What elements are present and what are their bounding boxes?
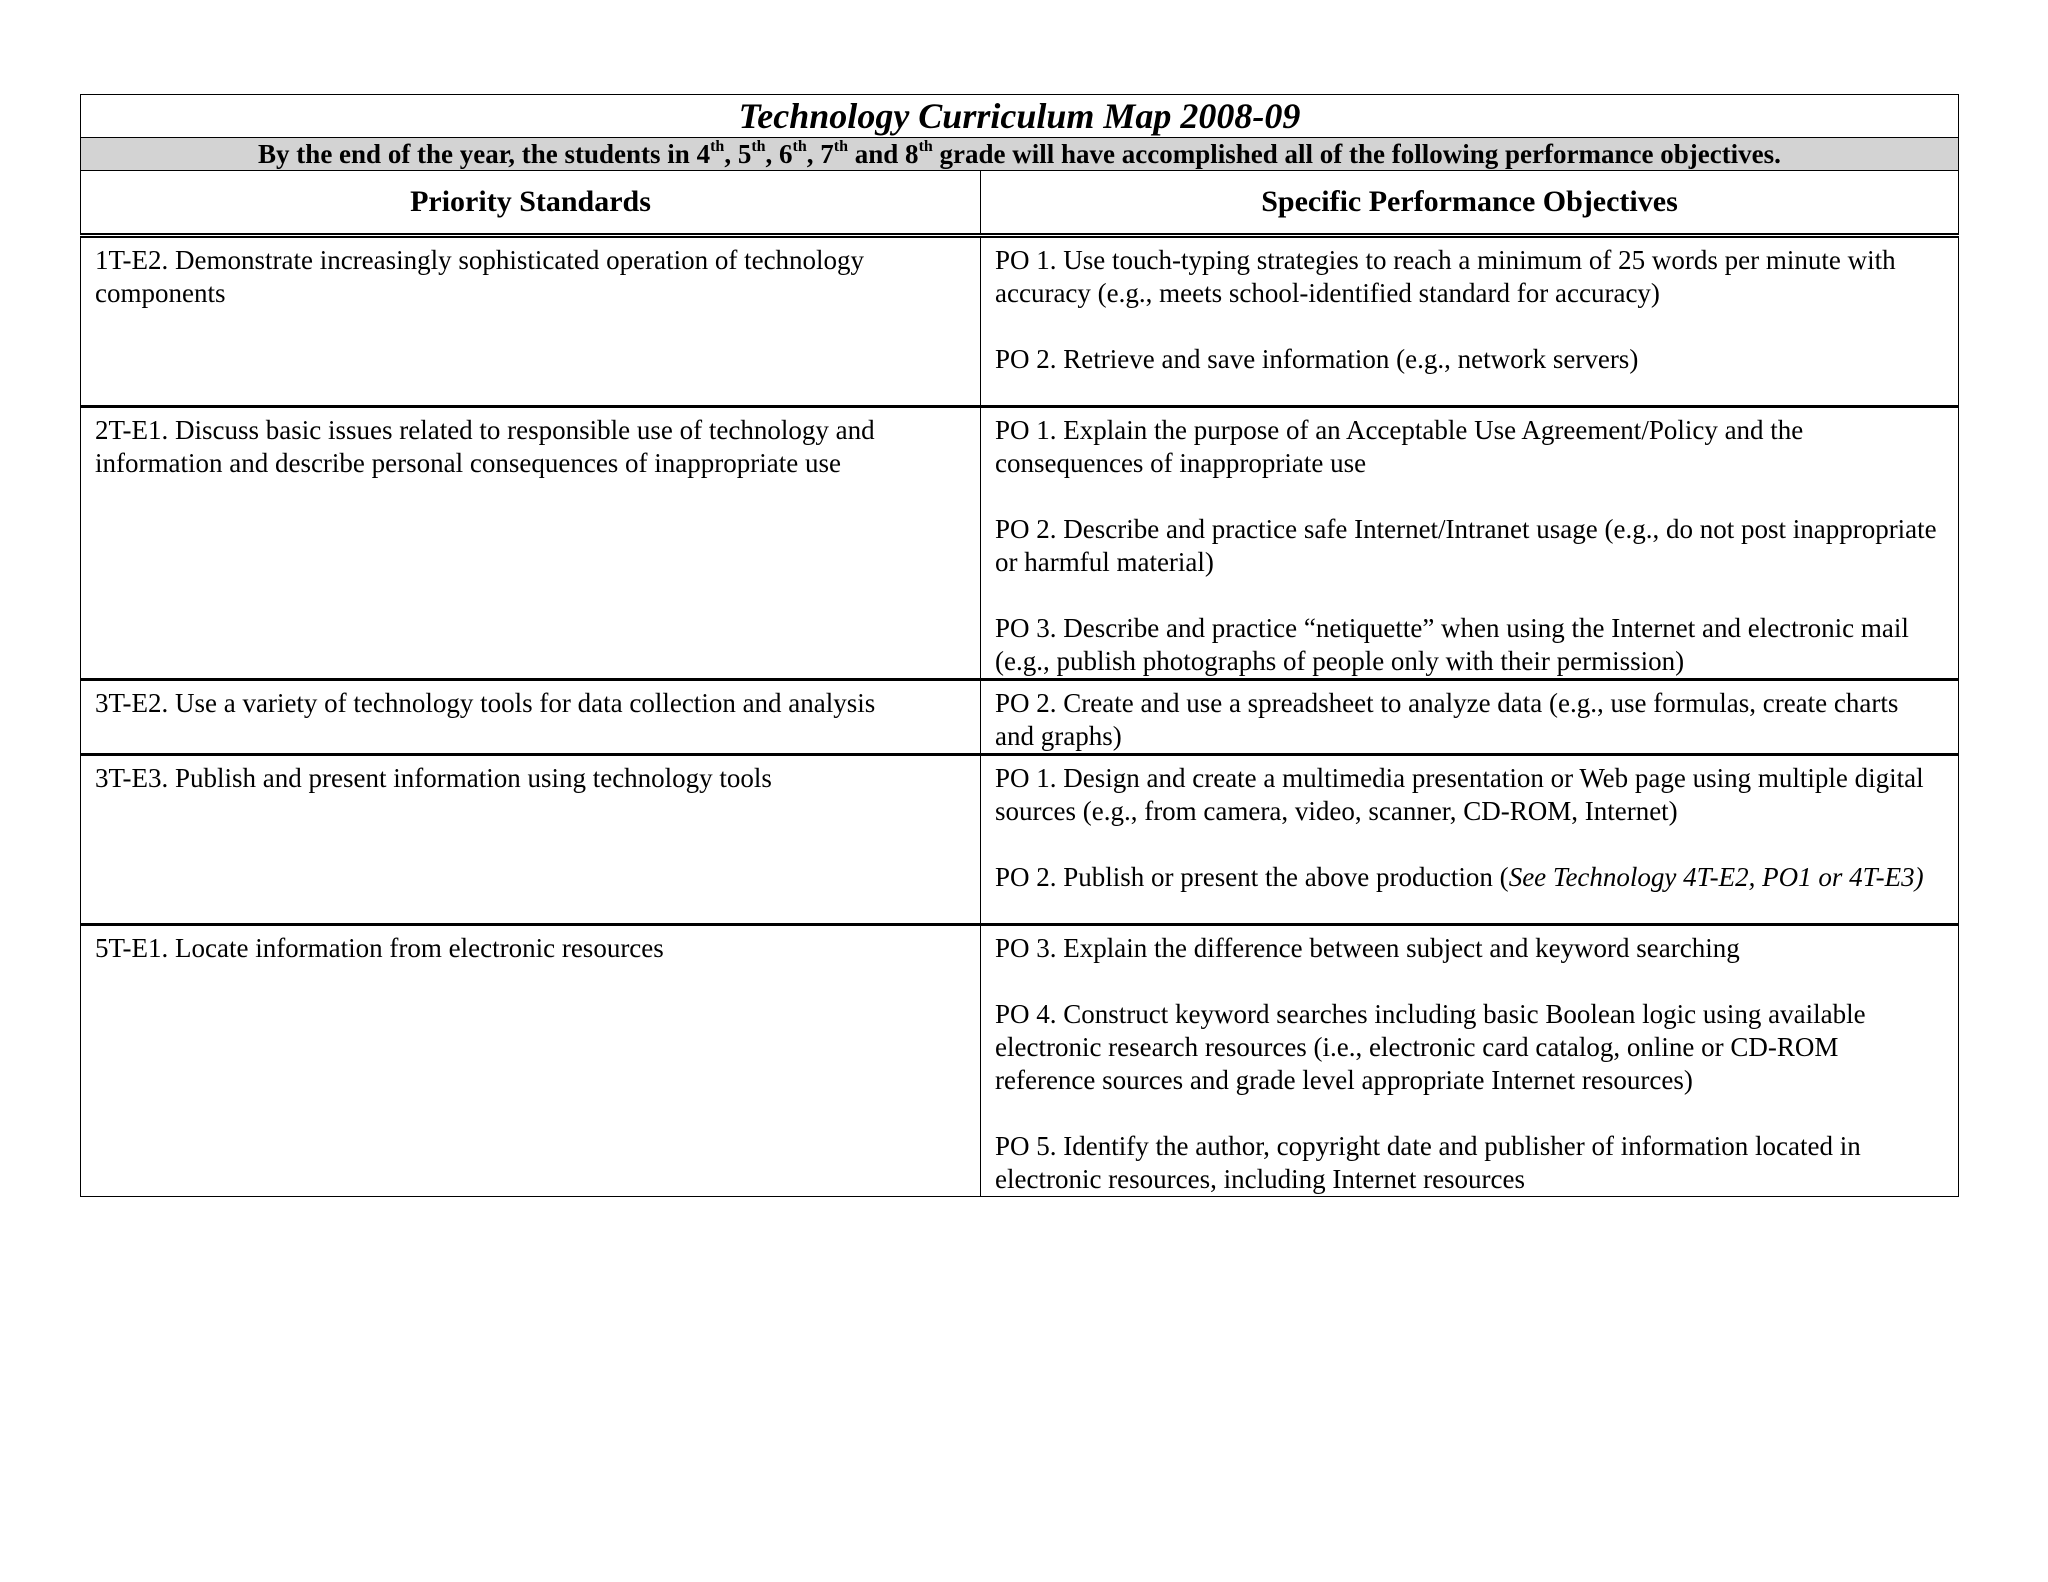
objective-item: PO 1. Use touch-typing strategies to reach a minimum of 25 words per minute with accuracy (e.g., meets school-identified standard for accuracy) bbox=[995, 245, 1896, 308]
objective-item: PO 1. Explain the purpose of an Acceptable Use Agreement/Policy and the consequences of inappropriate use bbox=[995, 415, 1804, 478]
column-header-standards: Priority Standards bbox=[81, 171, 981, 236]
objective-item: PO 5. Identify the author, copyright date and publisher of information located in electronic resources, including Internet resources bbox=[995, 1131, 1861, 1194]
objectives-cell bbox=[981, 755, 1959, 925]
objective-item: PO 1. Design and create a multimedia presentation or Web page using multiple digital sources (e.g., from camera, video, scanner, CD-ROM, Internet) bbox=[995, 763, 1924, 826]
objective-item: PO 2. Retrieve and save information (e.g., network servers) bbox=[995, 344, 1639, 374]
table-row bbox=[81, 680, 1959, 755]
standard-cell: 2T-E1. Discuss basic issues related to responsible use of technology and information and describe personal consequences of inappropriate use bbox=[81, 407, 981, 680]
objective-item: PO 4. Construct keyword searches including basic Boolean logic using available electronic research resources (i.e., electronic card catalog, online or CD-ROM reference sources and grade level appropriate Internet resources) bbox=[995, 999, 1866, 1095]
objective-item: PO 3. Explain the difference between subject and keyword searching bbox=[995, 933, 1740, 963]
table-row bbox=[81, 925, 1959, 1197]
standard-cell: 1T-E2. Demonstrate increasingly sophisticated operation of technology components bbox=[81, 236, 981, 407]
objectives-cell bbox=[981, 236, 1959, 407]
objective-item: PO 2. Describe and practice safe Internet/Intranet usage (e.g., do not post inappropriate or harmful material) bbox=[995, 514, 1937, 577]
objectives-cell bbox=[981, 925, 1959, 1197]
column-header-objectives: Specific Performance Objectives bbox=[981, 171, 1959, 236]
page-title: Technology Curriculum Map 2008-09 bbox=[81, 95, 1959, 138]
table-row bbox=[81, 407, 1959, 680]
table-row bbox=[81, 755, 1959, 925]
objectives-cell bbox=[981, 680, 1959, 755]
curriculum-map-table bbox=[80, 94, 1959, 1197]
intro-statement: By the end of the year, the students in 4th, 5th, 6th, 7th and 8th grade will have accomplished all of the following performance objectives. bbox=[81, 138, 1959, 171]
table-row bbox=[81, 236, 1959, 407]
objective-item: PO 2. Publish or present the above production (See Technology 4T-E2, PO1 or 4T-E3) bbox=[995, 862, 1924, 892]
objectives-cell bbox=[981, 407, 1959, 680]
standard-cell: 5T-E1. Locate information from electronic resources bbox=[81, 925, 981, 1197]
standard-cell: 3T-E3. Publish and present information using technology tools bbox=[81, 755, 981, 925]
objective-item: PO 2. Create and use a spreadsheet to analyze data (e.g., use formulas, create charts and graphs) bbox=[995, 688, 1899, 751]
standard-cell: 3T-E2. Use a variety of technology tools for data collection and analysis bbox=[81, 680, 981, 755]
objective-item: PO 3. Describe and practice “netiquette” when using the Internet and electronic mail (e.g., publish photographs of people only with their permission) bbox=[995, 613, 1909, 676]
